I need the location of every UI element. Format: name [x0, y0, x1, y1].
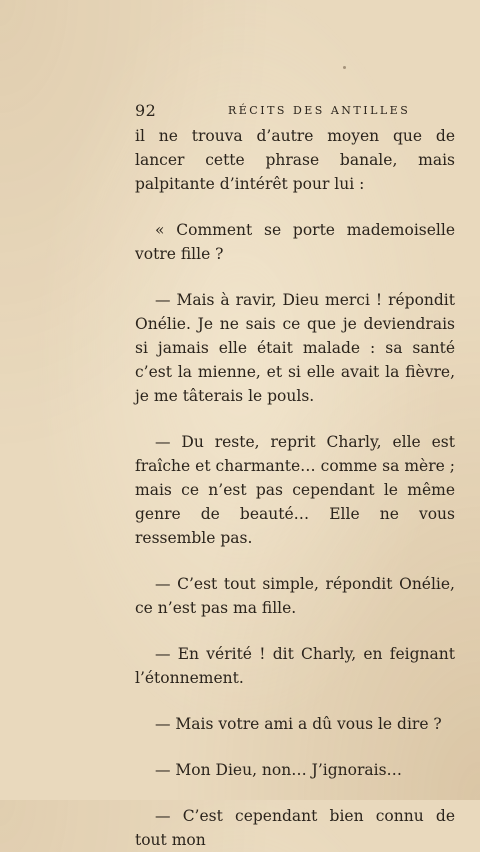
paragraph: — Mais votre ami a dû vous le dire ?: [155, 715, 442, 733]
page-number: 92: [135, 101, 157, 120]
paragraph: — C’est cependant bien connu de tout mon: [135, 807, 455, 849]
ink-speck: [343, 66, 346, 69]
body-text: [135, 124, 455, 852]
paragraph: — C’est tout simple, répondit Onélie, ce n’est pas ma fille.: [135, 575, 455, 617]
running-head: RÉCITS DES ANTILLES: [228, 104, 411, 117]
paragraph: « Comment se porte mademoiselle votre fille ?: [135, 221, 455, 263]
page-header: [135, 101, 455, 121]
paragraph: — Mais à ravir, Dieu merci ! répondit Onélie. Je ne sais ce que je deviendrais si jamais elle était malade : sa santé c’est la mienne, et si elle avait la fièvre, je me tâterais le pouls.: [135, 291, 455, 405]
paragraph: il ne trouva d’autre moyen que de lancer cette phrase banale, mais palpitante d’intérêt pour lui :: [135, 127, 455, 193]
paragraph: — Du reste, reprit Charly, elle est fraîche et charmante… comme sa mère ; mais ce n’est pas cependant le même genre de beauté… Elle ne vous ressemble pas.: [135, 433, 455, 547]
paragraph: — En vérité ! dit Charly, en feignant l’étonnement.: [135, 645, 455, 687]
paragraph: — Mon Dieu, non… J’ignorais…: [155, 761, 403, 779]
